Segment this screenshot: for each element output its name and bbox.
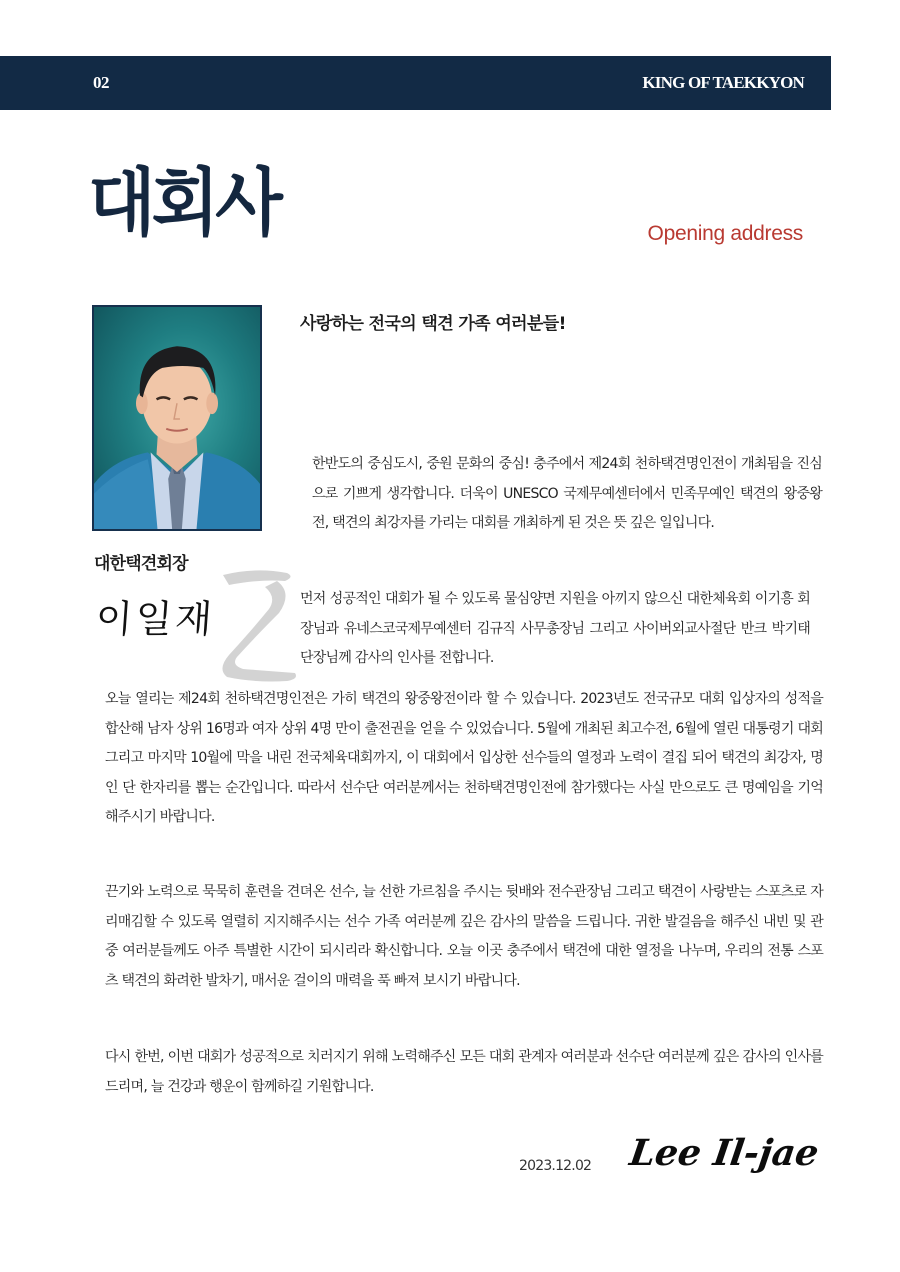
portrait-illustration	[94, 307, 260, 529]
letter-greeting: 사랑하는 전국의 택견 가족 여러분들!	[300, 314, 566, 334]
letter-paragraph: 한반도의 중심도시, 중원 문화의 중심! 충주에서 제24회 천하택견명인전이 개최됨을 진심으로 기쁘게 생각합니다. 더욱이 UNESCO 국제무예센터에서 민족무예인 택견의 왕중왕전, 택견의 최강자를 가리는 대회를 개최하게 된 것은 뜻 깊은 일입니다.	[312, 456, 822, 531]
brush-stroke-decoration	[215, 565, 300, 685]
magazine-title: KING OF TAEKKYON	[642, 73, 804, 92]
speaker-name: 이일재	[94, 597, 217, 641]
letter-date: 2023.12.02	[519, 1158, 592, 1174]
page-subtitle: Opening address	[647, 222, 803, 245]
letter-paragraph: 먼저 성공적인 대회가 될 수 있도록 물심양면 지원을 아끼지 않으신 대한체육회 이기흥 회장님과 유네스코국제무예센터 김규직 사무총장님 그리고 사이버외교사절단 반크 박기태 단장님께 감사의 인사를 전합니다.	[300, 591, 810, 666]
speaker-photo	[92, 305, 262, 531]
signature: Lee Il-jae	[627, 1132, 822, 1174]
speaker-role: 대한택견회장	[94, 554, 188, 574]
page-title: 대회사	[88, 159, 279, 247]
letter-paragraph: 다시 한번, 이번 대회가 성공적으로 치러지기 위해 노력해주신 모든 대회 관계자 여러분과 선수단 여러분께 깊은 감사의 인사를 드리며, 늘 건강과 행운이 함께하길 기원합니다.	[105, 1049, 823, 1095]
header-bar	[0, 56, 831, 110]
page-number: 02	[93, 73, 109, 92]
letter-paragraph: 오늘 열리는 제24회 천하택견명인전은 가히 택견의 왕중왕전이라 할 수 있습니다. 2023년도 전국규모 대회 입상자의 성적을 합산해 남자 상위 16명과 여자 상위 4명 만이 출전권을 얻을 수 있었습니다. 5월에 개최된 최고수전, 6월에 열린 대통령기 대회 그리고 마지막 10월에 막을 내린 전국체육대회까지, 이 대회에서 입상한 선수들의 열정과 노력이 결집 되어 택견의 최강자, 명인 단 한자리를 뽑는 순간입니다. 따라서 선수단 여러분께서는 천하택견명인전에 참가했다는 사실 만으로도 큰 명예임을 기억해주시기 바랍니다.	[105, 691, 823, 825]
letter-paragraph: 끈기와 노력으로 묵묵히 훈련을 견뎌온 선수, 늘 선한 가르침을 주시는 뒷배와 전수관장님 그리고 택견이 사랑받는 스포츠로 자리매김할 수 있도록 열렬히 지지해주시는 선수 가족 여러분께 깊은 감사의 말씀을 드립니다. 귀한 발걸음을 해주신 내빈 및 관중 여러분들께도 아주 특별한 시간이 되시리라 확신합니다. 오늘 이곳 충주에서 택견에 대한 열정을 나누며, 우리의 전통 스포츠 택견의 화려한 발차기, 매서운 걸이의 매력을 푹 빠져 보시기 바랍니다.	[105, 884, 823, 989]
